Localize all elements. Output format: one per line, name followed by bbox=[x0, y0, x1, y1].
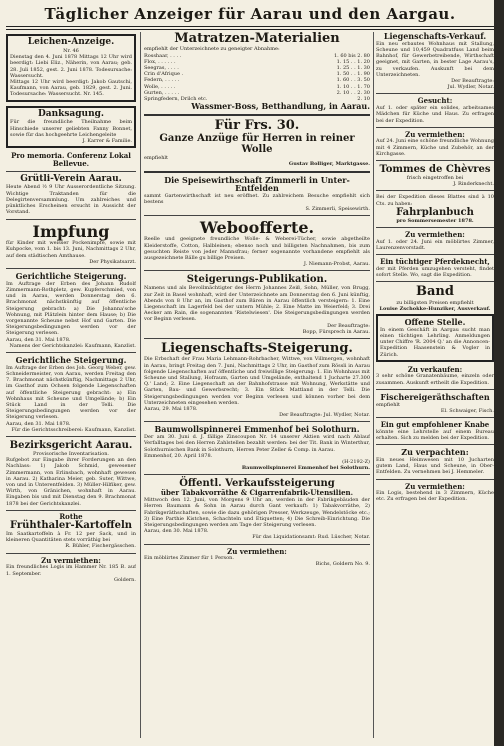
ad-text-extra: Mittags 12 Uhr wird beerdigt: Jakob Gautschi, Kaufmann, von Aarau, geb. 1829, gest. 2. Juni. Todesursache: Wassersucht. Nr. 145. bbox=[10, 78, 132, 98]
column-left bbox=[6, 32, 136, 738]
ad-title: Baumwollspinnerei Emmenhof bei Solothurn. bbox=[154, 424, 360, 435]
ad-title-2: über Tabakvorräthe & Cigarrenfabrik-Utensilien. bbox=[160, 488, 354, 498]
price-list bbox=[144, 53, 370, 103]
ad-signature: J. Karrer & Familie. bbox=[82, 138, 132, 145]
ad-promemoria: Pro memoria. Conferenz Lokal Bellevue. bbox=[11, 151, 131, 168]
ad-title: Impfung bbox=[32, 221, 110, 241]
column-divider-1 bbox=[140, 32, 141, 738]
ad-title: Zu vermiethen: bbox=[405, 230, 465, 240]
ad-offene-stelle bbox=[376, 314, 494, 362]
ad-fahrplanbuch bbox=[376, 194, 494, 224]
ad-signature: Für das Liquidationsamt: Rud. Lüscher, Notar. bbox=[252, 534, 370, 541]
ad-title: Liegenschafts-Steigerung. bbox=[161, 341, 353, 357]
ad-text: 3 sehr schöne Granatenbäume, einzeln oder zusammen. Auskunft ertheilt die Expedition. bbox=[376, 373, 494, 386]
ad-text: Mittwoch den 12. Juni, von Morgens 9 Uhr an, werden in der Fabrikgebäuden der Herren Baumann & Sohn in Aarau durch Gant verkauft: 1) Tabakvorräthe, 2) Fabrikgeräthschaften, sowie die dazu gehörigen Presser, Werkzeuge, Wendelstöcke etc.; 3) Eine Parthie Kistchen, Schachteln und Etiquetten; 4) Die Schreib-Einrichtung. Die Steigerungsbedingungen werden am Tage der Steigerung verlesen. bbox=[144, 497, 370, 528]
ad-date: Emmenhof, 20. April 1878. bbox=[144, 452, 213, 459]
ad-date: Aarau, 29. Mai 1878. bbox=[144, 405, 198, 412]
ad-title: Zu vermiethen: bbox=[405, 129, 465, 139]
ad-signature: El. Schwaiger, Fisch. bbox=[440, 407, 494, 414]
ad-title: Matratzen-Materialien bbox=[174, 32, 340, 46]
ad-signature: Baumwollspinnerei Emmenhof bei Solothurn. bbox=[241, 465, 370, 472]
ad-pre: Bei der Expedition dieses Blattes sind à 10 Cts. zu haben: bbox=[376, 194, 494, 207]
column-divider-2 bbox=[373, 32, 374, 738]
price-value: 2. 10 bbox=[357, 95, 370, 102]
ad-title: Frühthaler-Kartoffeln bbox=[9, 520, 133, 531]
price-item: Crin d'Afrique . bbox=[144, 71, 184, 78]
ad-signature-label: Der Beauftragte: bbox=[327, 322, 370, 329]
ad-text: Für die freundliche Theilnahme beim Hinschiede unserer geliebten Fanny Bonnet, sowie für das hochgeehrte Leichengeleite bbox=[10, 119, 132, 138]
ad-title: Zu vermiethen: bbox=[405, 481, 465, 491]
ad-text: Ein neues Heimwesen mit 10 Jucharten gutem Land, Haus und Scheune, in Ober-Entfelden. Zu vernehmen bei J. Hemmeler. bbox=[376, 456, 494, 476]
ad-title: Zu verpachten: bbox=[401, 447, 469, 458]
ad-title: Grütli-Verein Aarau. bbox=[20, 173, 122, 184]
ad-date: Aarau, den 30. Mai 1878. bbox=[144, 528, 209, 535]
ad-verkaufssteigerung bbox=[144, 478, 370, 540]
ad-title: Ein tüchtiger Pferdeknecht, bbox=[380, 257, 490, 267]
ad-text: Im Auftrage der Erben des Johann Rudolf Zimmermann-Rothpletz, gew. Kupferschmied, von und in Aarau, werden Donnerstag den 6. Brachmonat nächstkünftig auf öffentliche Steigerung gebracht: a) Die Johanna'sche Wohnung, mit Plätzlein hinter dem Hause; b) Die vorgenannte Scheune nebst Hof und Garten. Die Steigerungsbedingungen werden vor der Steigerung verlesen. bbox=[6, 280, 136, 337]
ad-title: Bezirksgericht Aarau. bbox=[9, 439, 133, 451]
ad-text: Heute Abend ½ 9 Uhr Ausserordentliche Sitzung. Wichtige Traktanden für die Delegirtenversammlung. Um zahlreiches und pünktliches Erscheinen ersucht in Aussicht der Vorstand. bbox=[6, 184, 136, 216]
ad-text: Namens und als Bevollmächtigter des Herrn Johannes Zeiß, Sohn, Müller, von Brugg, zur Zeit in Basel wohnhaft, wird der Unterzeichnete am Donnerstag den 6. Juni künftig, Abends von 8 Uhr an, im Gasthof zum Bären in Aarau öffentlich versteigern: 1. Eine Liegenschaft im Lagerfeld bei der untern Mühle; 2. Eine Matte im Weierfeld; 3. Drei Aecker am Rain, die sogenannten 'Ristelwiesen'. Die Steigerungsbedingungen werden vor Beginn verlesen. bbox=[144, 285, 370, 323]
ad-text: sammt Gartenwirthschaft ist neu eröffnet. Zu zahlreichem Besuche empfiehlt sich bestens bbox=[144, 193, 370, 206]
price-item: Federn, . . . . . bbox=[144, 77, 180, 84]
ad-text: Rufgebot zur Eingabe ihrer Forderungen an den Nachlass: 1) Jakob Schmid, gewesener Zimmermann, von Erlinsbach, wohnhaft gewesen in Aarau. 2) Katharina Meier, geb. Suter, Wittwe, von und in Unterentfelden. 3) Müller-Hilfiker, gew. Wirth, von Gränichen, wohnhaft in Aarau. Eingaben bis und mit Dienstag den 9. Brachmonat 1878 bei der Gerichtskanzlei. bbox=[6, 457, 136, 507]
price-item: Flox, . . . . . . bbox=[144, 58, 176, 65]
ad-signature: R. Bühler, Fischergässchen. bbox=[65, 543, 136, 550]
ad-text: Ein neu erbautes Wohnhaus mit Stallung, Scheune und 10,459 Quadratfuss Land beim Bahnhof, für Gewerbetreibende, Wirthschaft geeignet, mit Garten, in bester Lage Aarau's, zu verkaufen. Auskunft bei dem Unterzeichneten. bbox=[376, 40, 494, 78]
ad-title: Ein gut empfohlener Knabe bbox=[380, 420, 490, 430]
ad-text: Der am 30. Juni d. J. fällige Zinscoupon Nr. 14 unserer Aktien wird nach Ablauf Verfalltages bei den Herren Zahlstellen bezahlt werden: bei der Tit. Bank in Winterthur, Solothurnischen Bank in Solothurn, Herren Peter Zeller & Comp. in Aarau. bbox=[144, 434, 370, 453]
ad-liegenschafts-steigerung bbox=[144, 342, 370, 418]
price-item: Seegras, . . . . bbox=[144, 64, 179, 71]
ad-steigerungs-publikation bbox=[144, 274, 370, 335]
ad-baumwollspinnerei bbox=[144, 425, 370, 471]
ad-pre: empfiehlt bbox=[144, 155, 169, 162]
ad-title: Band bbox=[416, 284, 454, 300]
ad-text: Auf 1. oder 24. Juni ein möblirtes Zimmer, Laurenzenvorstadt. bbox=[376, 238, 494, 251]
ad-signature: J. Rinderknecht. bbox=[453, 181, 494, 188]
price-value: 1. 15 . . 1. 20 bbox=[336, 58, 370, 65]
ad-title: Zu vermiethen: bbox=[41, 555, 101, 565]
ad-impfung bbox=[6, 223, 136, 265]
ad-title: Weboofferte. bbox=[199, 217, 315, 237]
ad-title: Öffentl. Verkaufssteigerung bbox=[179, 478, 335, 490]
ad-text: Reelle und geeignete freundliche Wolle- & Weberei-Tücher, sowie abgetheilte Kleiderstoffe, Cotton, Halbleinen; ebenso noch und billigsten Nachnahmen, bis zum gesuchten Reiste von jeder Mannsfrau; ferner sogenannte vorhandene empfiehlt als ausgezeichnete Bälle gu billige Preisen. bbox=[144, 236, 370, 262]
ad-title: Zu vermiethen: bbox=[227, 546, 287, 556]
masthead-rule-2 bbox=[6, 29, 494, 30]
ad-signature: Louise Zschokke-Hunziker, Ausverkauf. bbox=[379, 305, 491, 312]
price-item: Gurten, . . . . . bbox=[144, 89, 180, 96]
ad-ref: (H-2192-Z) bbox=[342, 459, 370, 465]
ad-tommes bbox=[376, 164, 494, 187]
ad-webofferte bbox=[144, 219, 370, 268]
ad-line: Ganze Anzüge für Herren in reiner Wolle bbox=[159, 133, 355, 156]
ad-title: Gerichtliche Steigerung. bbox=[15, 354, 127, 365]
ad-pre: Rothe bbox=[59, 511, 83, 521]
ad-text: Im Saatkartoffeln à Fr. 12 per Sack, und in kleineren Quantitäten stets vorräthig bei bbox=[6, 531, 136, 544]
ad-title: Fahrplanbuch bbox=[396, 206, 474, 218]
ad-zu-vermiethen-2 bbox=[144, 548, 370, 568]
ad-date: Aarau, den 31. Mai 1878. bbox=[6, 420, 71, 427]
ad-verpachten bbox=[376, 448, 494, 475]
newspaper-page bbox=[6, 0, 494, 746]
ad-text: könnte eine Lehrstelle auf einem Bureau erhalten. Sich zu melden bei der Expedition. bbox=[376, 428, 494, 441]
price-item: Rosshaar, . . . . bbox=[144, 52, 182, 59]
ad-text: Ein möblirtes Zimmer für 1 Person. bbox=[144, 555, 234, 562]
ad-pferdeknecht bbox=[376, 258, 494, 278]
column-middle bbox=[144, 32, 370, 738]
ad-text: Die Erbschaft der Frau Maria Lehmann-Rohrbacher, Wittwe, von Villmergen, wohnhaft in Aarau, bringt Freitag den 7. Juni, Nachmittags 2 Uhr, im Gasthof zum Rössli in Aarau folgende Liegenschaften auf öffentliche und freiwillige Steigerung: 1. Ein Wohnhaus mit Scheune und Stallung, Hofraum, Garten und Umgelände, enthaltend 1 Jucharte 27.300 Q.' Land; 2. Eine Liegenschaft an der Bahnhofstrasse mit Wohnung, Werkstätte und Garten, Bau- und Gewerbsrecht; 3. Ein Stück Mattland in der Telli. Die Steigerungsbedingungen werden vor Beginn verlesen und können vorher bei dem Unterzeichneten eingesehen werden. bbox=[144, 356, 370, 406]
ad-matratzen bbox=[144, 32, 370, 111]
scan-edge bbox=[494, 0, 504, 746]
ad-signature: Namens der Gerichtskanzlei: Kaufmann, Kanzlist. bbox=[9, 342, 136, 349]
ad-kartoffeln bbox=[6, 511, 136, 550]
ad-title: Liegenschafts-Verkauf. bbox=[383, 32, 487, 41]
ad-signature: Wassmer-Boss, Betthandlung, in Aarau. bbox=[191, 101, 370, 112]
ad-text: Auf 24. Juni eine schöne freundliche Wohnung mit 4 Zimmern, Küche und Zubehör, an der Kirchgasse. bbox=[376, 138, 494, 157]
ad-band bbox=[376, 285, 494, 312]
ad-title: Danksagung. bbox=[37, 108, 105, 119]
price-value: 1. 50 . . 1. 90 bbox=[336, 71, 370, 78]
ad-date: Aarau, den 31. Mai 1878. bbox=[6, 336, 71, 343]
ad-signature: Der Physikatsarzt. bbox=[89, 258, 136, 265]
ad-title: Gesucht: bbox=[417, 96, 453, 106]
ad-signature: S. Zimmerli, Speisewirth. bbox=[305, 205, 370, 212]
ad-text: frisch eingetroffen bei bbox=[406, 175, 464, 182]
price-item: Springfedern, Drilch etc. bbox=[144, 95, 208, 102]
ad-grutli bbox=[6, 175, 136, 216]
ad-gericht-2 bbox=[6, 356, 136, 433]
ad-text: Auf 1. oder später ein solides, arbeitsames Mädchen für Küche und Haus. Zu erfragen bei der Expedition. bbox=[376, 105, 494, 124]
price-item: Wolle, . . . . . bbox=[144, 83, 176, 90]
ad-gericht-1 bbox=[6, 272, 136, 349]
price-value: 1. 10 . . 1. 70 bbox=[336, 83, 370, 90]
ad-title: Für Frs. 30. bbox=[214, 117, 300, 133]
ad-title: Tommes de Chèvres bbox=[379, 164, 491, 176]
ad-title: Offene Stelle. bbox=[404, 316, 466, 327]
ad-text: der mit Pferden umzugehen versteht, findet sofort Stelle. Wo, sagt die Expedition. bbox=[376, 265, 494, 279]
ad-text: Ein freundliches Logis im Hammer Nr. 185 B. auf 1. September. bbox=[6, 564, 136, 577]
ad-zu-vermiethen bbox=[6, 557, 136, 583]
ad-speisewirthschaft bbox=[144, 176, 370, 212]
ad-fr30 bbox=[144, 119, 370, 168]
ad-bezirksgericht bbox=[6, 440, 136, 507]
ad-title: Die Speisewirthschaft Zimmerli in Unter-Entfelden bbox=[164, 174, 350, 194]
ad-number: Nr. 46 bbox=[63, 47, 79, 54]
ad-danksagung bbox=[6, 106, 136, 149]
ad-vermiethen-1 bbox=[376, 131, 494, 157]
ad-text: In einem Geschäft in Aargau sucht man einen tüchtigen Lehrling. Anmeldungen unter Chiffre 'R. 2004 Q.' an die Annoncen-Expedition Haasenstein & Vogler in Zürich. bbox=[380, 326, 490, 358]
ad-signature: J. Niemann-Probst, Aarau. bbox=[303, 261, 370, 268]
ad-subtitle: Provisorische Inventarisation. bbox=[32, 450, 110, 457]
ad-signature-label: Der Beauftragte: bbox=[451, 78, 494, 85]
ad-title: Gerichtliche Steigerung. bbox=[15, 270, 127, 281]
price-value: 1. 25 . . 1. 30 bbox=[336, 64, 370, 71]
ad-text: für Kinder mit weisser Pockenimpfe, sowie mit Kuhpocke, vom 1. bis 13. Juni, Nachmittags 2 Uhr, auf dem städtischen Amthause. bbox=[6, 240, 136, 259]
ad-signature: Bopp, Fürsprech in Aarau. bbox=[302, 328, 370, 335]
ad-signature: Jul. Wydler, Notar. bbox=[447, 84, 494, 91]
ad-signature: Für die Gerichtsschreiberei: Kaufmann, Kanzlist. bbox=[11, 426, 136, 433]
ad-text: Im Auftrage der Erben des Joh. Georg Weber, gew. Schneidermeister, von Aarau, werden Freitag den 7. Brachmonat nächstkünftig, Nachmittags 2 Uhr, im Gasthof zum Ochsen folgende Liegenschaften auf öffentliche Steigerung gebracht: a) Ein Wohnhaus mit Scheune und Umgelände; b) Ein Stück Land in der Telli. Die Steigerungsbedingungen werden vor der Steigerung verlesen. bbox=[6, 364, 136, 421]
ad-text: Ein Logis, bestehend in 3 Zimmern, Küche etc. Zu erfragen bei der Expedition. bbox=[376, 490, 494, 503]
ad-liegenschafts-verkauf bbox=[376, 32, 494, 90]
ad-zu-verkaufen bbox=[376, 366, 494, 386]
ad-text: Dienstag den 4. Juni 1878 Mittags 12 Uhr wird beerdigt: Liebi Eliz., Näherin, von Aarau; geb. 28. Juli 1852, gest. 2. Juni 1878. Todesursache: Wassersucht. bbox=[10, 54, 132, 79]
price-value: 1. 60 . . 3. 50 bbox=[336, 77, 370, 84]
masthead: Täglicher Anzeiger für Aarau und den Aargau. bbox=[44, 5, 456, 23]
ad-title: Steigerungs-Publikation. bbox=[186, 274, 328, 286]
ad-subtitle: pro Sommersemester 1878. bbox=[396, 217, 474, 224]
ad-intro: empfiehlt der Unterzeichnete zu geneigter Abnahme: bbox=[144, 46, 280, 53]
ad-signature: Der Beauftragte: Jul. Wydler, Notar. bbox=[279, 412, 370, 419]
masthead-rule bbox=[6, 26, 494, 27]
ad-signature: Gustav Bolliger, Marktgasse. bbox=[288, 161, 370, 168]
price-value: 2. 10 . . 2. 30 bbox=[336, 89, 370, 96]
ad-signature: Goldern. bbox=[114, 576, 136, 583]
ad-leichen bbox=[6, 34, 136, 102]
ad-pre: empfiehlt bbox=[376, 401, 401, 408]
ad-title: Fischereigeräthschaften bbox=[380, 391, 490, 402]
column-right bbox=[376, 32, 494, 738]
ad-signature: Bichs, Goldern No. 9. bbox=[315, 561, 370, 568]
ad-gesucht bbox=[376, 97, 494, 123]
ad-text: zu billigsten Preisen empfiehlt bbox=[396, 299, 474, 306]
ad-knabe bbox=[376, 421, 494, 441]
ad-title: Zu verkaufen: bbox=[407, 364, 463, 374]
ad-title: Leichen-Anzeige. bbox=[27, 37, 115, 47]
price-value: 1. 60 bis 2. 80 bbox=[334, 52, 370, 59]
ad-vermiethen-3 bbox=[376, 483, 494, 503]
ad-fischerei bbox=[376, 393, 494, 414]
ad-vermiethen-2 bbox=[376, 231, 494, 251]
